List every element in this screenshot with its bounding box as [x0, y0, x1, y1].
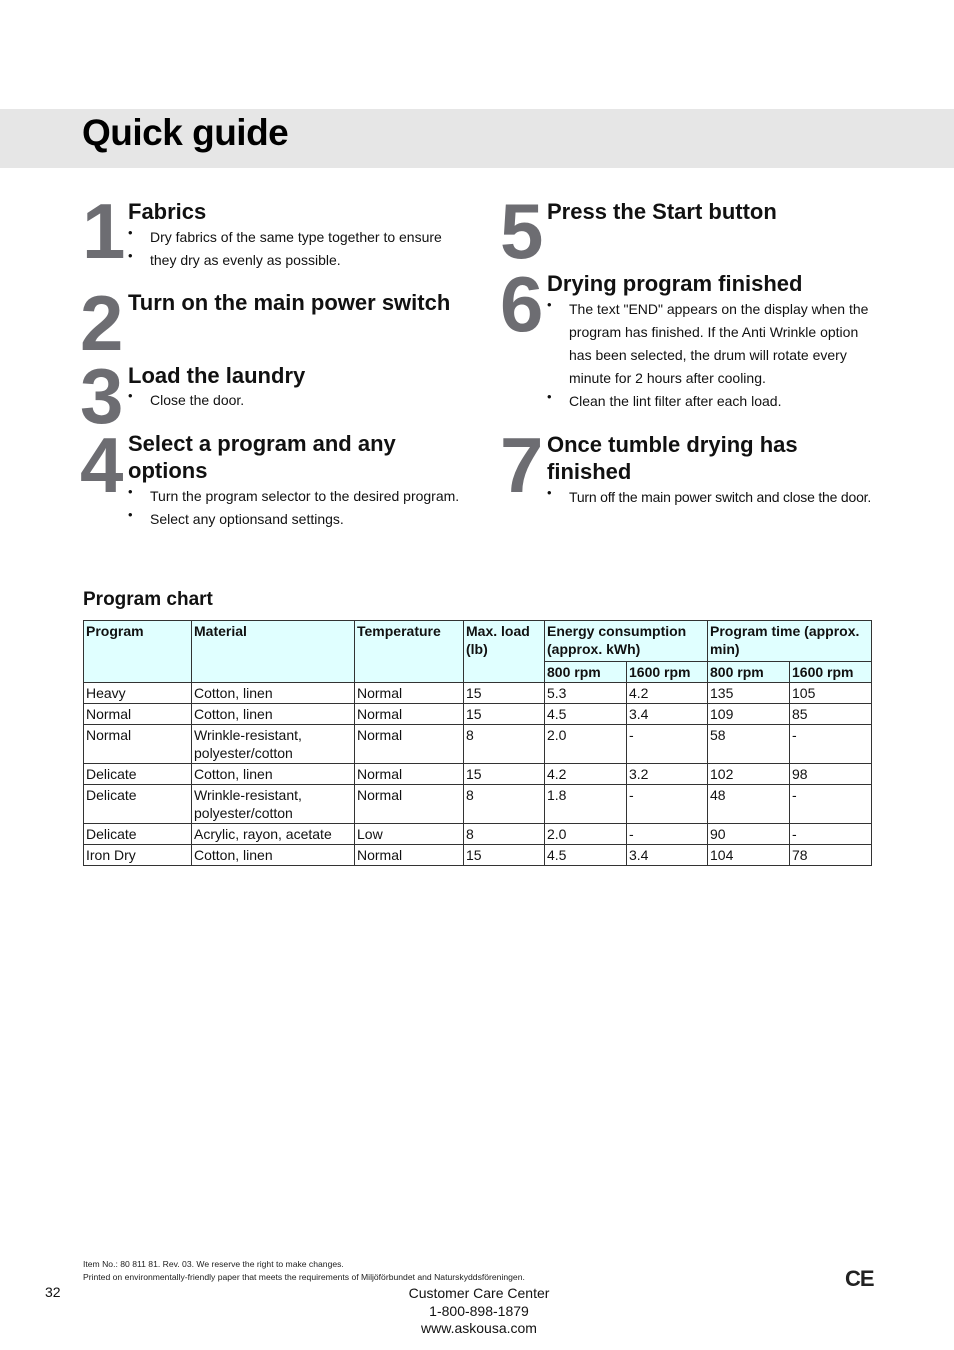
cell-max-load: 15: [464, 683, 545, 704]
step-title: Press the Start button: [547, 199, 777, 224]
header-program-time: [708, 621, 872, 662]
step-title: Fabrics: [128, 199, 207, 224]
bullet-item-continued: [128, 249, 468, 272]
cell-time-1600: 105: [790, 683, 872, 704]
cell-material: [192, 725, 355, 764]
cell-energy-800: 2.0: [545, 824, 627, 845]
cell-time-1600: 78: [790, 845, 872, 866]
cell-max-load: 8: [464, 785, 545, 824]
cell-max-load: 15: [464, 764, 545, 785]
cell-line: polyester/cotton: [194, 805, 293, 821]
cell-energy-1600: -: [627, 824, 708, 845]
cell-energy-800: 4.2: [545, 764, 627, 785]
header-material: Material: [192, 621, 355, 683]
step-title-line: finished: [547, 459, 632, 484]
bullet-item: [128, 226, 468, 249]
header-energy-1600: 1600 rpm: [627, 662, 708, 683]
cell-energy-1600: 3.4: [627, 845, 708, 866]
bullet-text: The text "END" appears on the display when the program has finished. If the Anti Wrinkle option has been selected, the drum will rotate every minute for 2 hours after cooling.: [569, 301, 869, 386]
cell-energy-1600: 4.2: [627, 683, 708, 704]
page-title: Quick guide: [82, 112, 289, 153]
table-row: [84, 785, 872, 824]
header-line: (lb): [466, 641, 488, 657]
footer-item-note: Item No.: 80 811 81. Rev. 03. We reserve the right to make changes.: [83, 1259, 344, 1269]
cell-temperature: Normal: [355, 725, 464, 764]
step-number: 6: [500, 260, 541, 348]
bullet-item: [128, 508, 473, 531]
cell-energy-800: 4.5: [545, 845, 627, 866]
program-chart-heading: Program chart: [83, 589, 213, 610]
cell-line: Wrinkle-resistant,: [194, 787, 302, 803]
step-bullets: [128, 226, 468, 272]
step-title: Drying program finished: [547, 271, 803, 296]
cell-time-800: 102: [708, 764, 790, 785]
step-title-line: Once tumble drying has: [547, 432, 798, 457]
step-number: 1: [82, 187, 123, 275]
cell-program: Normal: [84, 704, 192, 725]
table-row: [84, 704, 872, 725]
cell-line: Wrinkle-resistant,: [194, 727, 302, 743]
cell-energy-800: 5.3: [545, 683, 627, 704]
step-title-line: options: [128, 458, 208, 483]
bullet-item: [547, 486, 892, 509]
cell-program: Iron Dry: [84, 845, 192, 866]
header-line: Energy consumption: [547, 623, 687, 639]
cell-energy-1600: 3.2: [627, 764, 708, 785]
cell-temperature: Normal: [355, 785, 464, 824]
cell-temperature: Normal: [355, 845, 464, 866]
ce-mark-icon: CE: [845, 1266, 874, 1291]
cell-time-1600: -: [790, 725, 872, 764]
bullet-text: they dry as evenly as possible.: [150, 252, 341, 268]
header-line: Program time (approx.: [710, 623, 860, 639]
step-title-line: Select a program and any: [128, 431, 396, 456]
cell-time-800: 109: [708, 704, 790, 725]
header-temperature: Temperature: [355, 621, 464, 683]
cell-energy-1600: -: [627, 785, 708, 824]
cell-material: Cotton, linen: [192, 845, 355, 866]
cell-energy-1600: -: [627, 725, 708, 764]
bullet-item: [128, 485, 473, 508]
cell-material: Cotton, linen: [192, 683, 355, 704]
step-number: 2: [80, 279, 121, 367]
header-line: min): [710, 641, 740, 657]
cell-program: Heavy: [84, 683, 192, 704]
step-title: [128, 430, 396, 484]
bullet-item: [128, 389, 468, 412]
cell-max-load: 15: [464, 845, 545, 866]
header-energy: [545, 621, 708, 662]
cell-program: Delicate: [84, 824, 192, 845]
footer-paper-note: Printed on environmentally-friendly paper that meets the requirements of Miljöförbundet and Naturskyddsföreningen.: [83, 1272, 525, 1282]
table-header-row: [84, 621, 872, 662]
cell-time-800: 58: [708, 725, 790, 764]
cell-material: [192, 785, 355, 824]
cell-time-1600: -: [790, 785, 872, 824]
cell-line: polyester/cotton: [194, 745, 293, 761]
cell-energy-1600: 3.4: [627, 704, 708, 725]
step-number: 4: [80, 421, 121, 509]
step-title: [547, 431, 798, 485]
step-bullets: [547, 486, 892, 509]
header-time-1600: 1600 rpm: [790, 662, 872, 683]
cell-temperature: Normal: [355, 683, 464, 704]
cell-max-load: 15: [464, 704, 545, 725]
cell-temperature: Normal: [355, 764, 464, 785]
step-bullets: [547, 298, 877, 413]
cell-material: Cotton, linen: [192, 704, 355, 725]
cell-max-load: 8: [464, 725, 545, 764]
step-title: Load the laundry: [128, 363, 306, 388]
cell-material: Cotton, linen: [192, 764, 355, 785]
cell-program: Delicate: [84, 785, 192, 824]
bullet-text: Close the door.: [150, 392, 245, 408]
bullet-text: Turn the program selector to the desired program.: [150, 488, 460, 504]
bullet-text: Turn off the main power switch and close the door.: [569, 489, 872, 505]
cell-energy-800: 2.0: [545, 725, 627, 764]
cell-time-1600: 98: [790, 764, 872, 785]
customer-care-website: www.askousa.com: [421, 1320, 537, 1336]
header-line: Max. load: [466, 623, 530, 639]
header-max-load: [464, 621, 545, 683]
header-program: Program: [84, 621, 192, 683]
cell-temperature: Low: [355, 824, 464, 845]
step-title: Turn on the main power switch: [128, 290, 451, 315]
bullet-item: [547, 298, 877, 390]
table-row: [84, 683, 872, 704]
customer-care-label: Customer Care Center: [408, 1285, 550, 1301]
cell-energy-800: 4.5: [545, 704, 627, 725]
table-row: [84, 725, 872, 764]
program-table: [83, 620, 872, 866]
header-line: (approx. kWh): [547, 641, 641, 657]
step-bullets: [128, 389, 468, 412]
table-row: [84, 845, 872, 866]
cell-time-800: 48: [708, 785, 790, 824]
table-row: [84, 824, 872, 845]
cell-max-load: 8: [464, 824, 545, 845]
cell-program: Delicate: [84, 764, 192, 785]
step-number: 7: [500, 421, 541, 509]
header-time-800: 800 rpm: [708, 662, 790, 683]
bullet-text: Dry fabrics of the same type together to ensure: [150, 229, 442, 245]
step-number: 5: [500, 187, 541, 275]
cell-time-800: 135: [708, 683, 790, 704]
step-bullets: [128, 485, 473, 531]
table-row: [84, 764, 872, 785]
cell-temperature: Normal: [355, 704, 464, 725]
bullet-text: Select any optionsand settings.: [150, 511, 344, 527]
cell-material: Acrylic, rayon, acetate: [192, 824, 355, 845]
header-energy-800: 800 rpm: [545, 662, 627, 683]
bullet-text: Clean the lint filter after each load.: [569, 393, 782, 409]
cell-program: Normal: [84, 725, 192, 764]
cell-time-1600: -: [790, 824, 872, 845]
bullet-item: [547, 390, 877, 413]
cell-time-800: 90: [708, 824, 790, 845]
step-number: 3: [80, 352, 121, 440]
cell-time-800: 104: [708, 845, 790, 866]
cell-time-1600: 85: [790, 704, 872, 725]
customer-care-phone: 1-800-898-1879: [429, 1303, 529, 1319]
cell-energy-800: 1.8: [545, 785, 627, 824]
page-number: 32: [45, 1284, 61, 1300]
